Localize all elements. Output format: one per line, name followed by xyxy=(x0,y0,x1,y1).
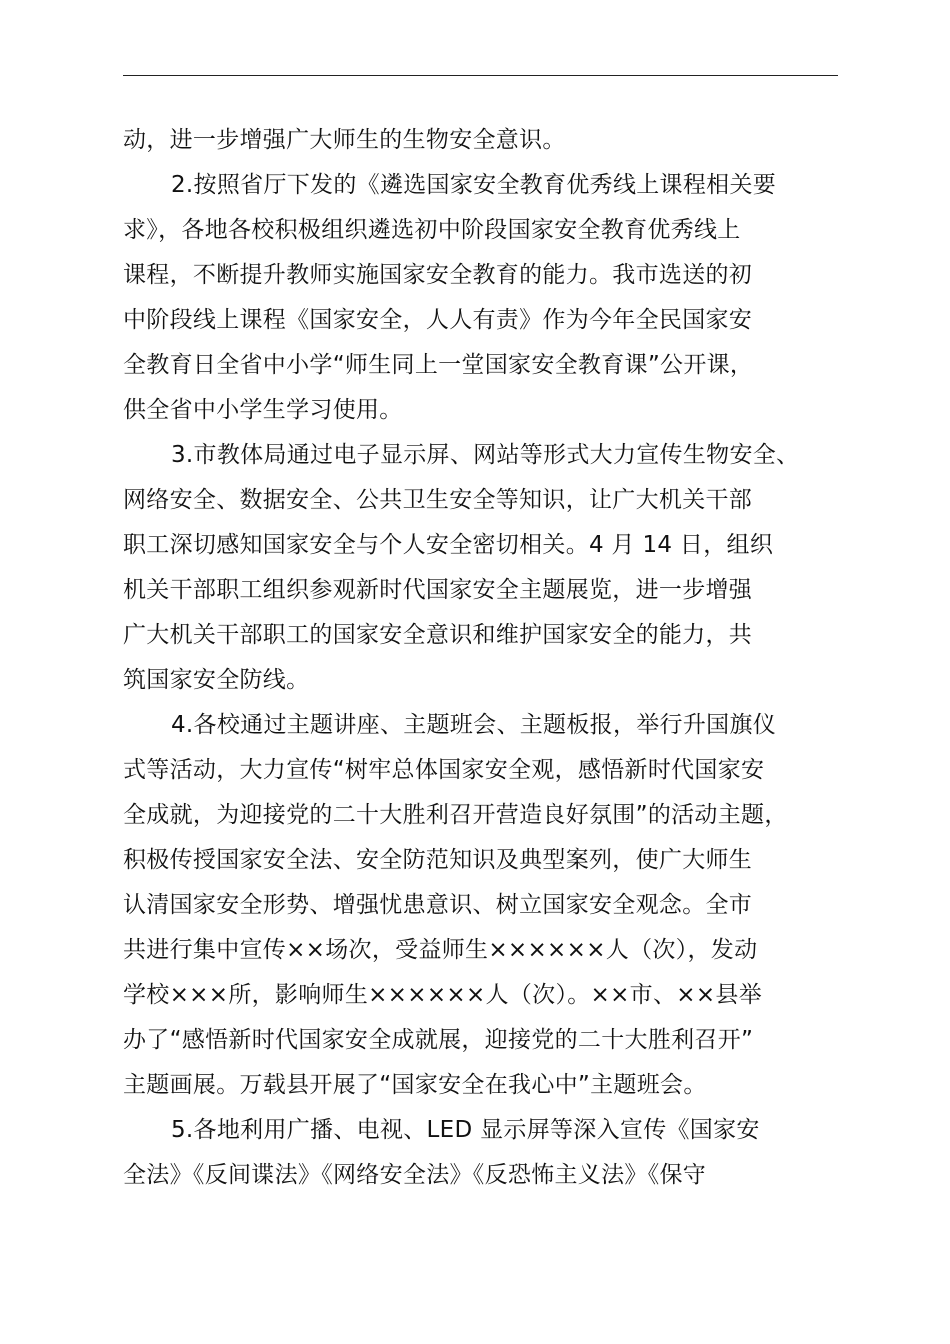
body-line: 全成就，为迎接党的二十大胜利召开营造良好氛围”的活动主题， xyxy=(123,802,788,828)
body-line: 动，进一步增强广大师生的生物安全意识。 xyxy=(123,127,566,153)
paragraph-3-line: 3.市教体局通过电子显示屏、网站等形式大力宣传生物安全、 xyxy=(171,442,800,468)
body-line: 积极传授国家安全法、安全防范知识及典型案列，使广大师生 xyxy=(123,847,753,873)
body-line: 课程，不断提升教师实施国家安全教育的能力。我市选送的初 xyxy=(123,262,753,288)
body-line: 筑国家安全防线。 xyxy=(123,667,310,693)
document-body xyxy=(123,118,848,1198)
body-line: 网络安全、数据安全、公共卫生安全等知识，让广大机关干部 xyxy=(123,487,753,513)
body-line: 机关干部职工组织参观新时代国家安全主题展览，进一步增强 xyxy=(123,577,753,603)
body-line: 学校×××所，影响师生××××××人（次）。××市、××县举 xyxy=(123,982,763,1008)
paragraph-2-line: 2.按照省厅下发的《遴选国家安全教育优秀线上课程相关要 xyxy=(171,172,777,198)
body-line: 中阶段线上课程《国家安全，人人有责》作为今年全民国家安 xyxy=(123,307,753,333)
body-line: 广大机关干部职工的国家安全意识和维护国家安全的能力，共 xyxy=(123,622,753,648)
body-line: 求》，各地各校积极组织遴选初中阶段国家安全教育优秀线上 xyxy=(123,217,741,243)
body-line: 办了“感悟新时代国家安全成就展，迎接党的二十大胜利召开” xyxy=(123,1027,754,1053)
paragraph-4-line: 4.各校通过主题讲座、主题班会、主题板报，举行升国旗仪 xyxy=(171,712,777,738)
body-line: 主题画展。万载县开展了“国家安全在我心中”主题班会。 xyxy=(123,1072,707,1098)
body-line: 式等活动，大力宣传“树牢总体国家安全观，感悟新时代国家安 xyxy=(123,757,765,783)
body-line: 全教育日全省中小学“师生同上一堂国家安全教育课”公开课， xyxy=(123,352,754,378)
body-line: 全法》《反间谍法》《网络安全法》《反恐怖主义法》《保守 xyxy=(123,1162,707,1188)
body-line: 认清国家安全形势、增强忧患意识、树立国家安全观念。全市 xyxy=(123,892,753,918)
paragraph-5-line: 5.各地利用广播、电视、LED 显示屏等深入宣传《国家安 xyxy=(171,1117,760,1143)
body-line: 职工深切感知国家安全与个人安全密切相关。4 月 14 日，组织 xyxy=(123,532,774,558)
body-line: 共进行集中宣传××场次，受益师生××××××人（次），发动 xyxy=(123,937,758,963)
body-line: 供全省中小学生学习使用。 xyxy=(123,397,403,423)
header-rule xyxy=(123,75,838,76)
